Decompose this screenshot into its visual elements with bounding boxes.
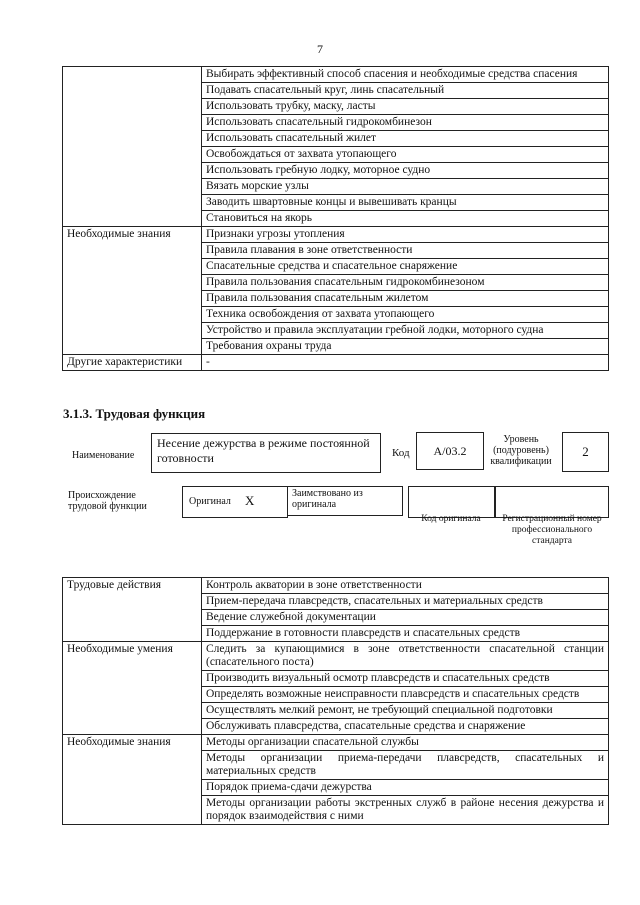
row-item: Устройство и правила эксплуатации гребной лодки, моторного судна bbox=[202, 323, 609, 339]
row-item: - bbox=[202, 355, 609, 371]
row-item: Использовать спасательный жилет bbox=[202, 131, 609, 147]
code-label: Код bbox=[392, 447, 410, 459]
code-original-label: Код оригинала bbox=[421, 514, 481, 524]
row-item: Порядок приема-сдачи дежурства bbox=[202, 780, 609, 796]
row-label: Трудовые действия bbox=[63, 578, 202, 642]
level-label: Уровень (подуровень) квалификации bbox=[490, 434, 552, 467]
page-number: 7 bbox=[317, 42, 323, 56]
row-item: Производить визуальный осмотр плавсредств и спасательных средств bbox=[202, 671, 609, 687]
row-item: Определять возможные неисправности плавсредств и спасательных средств bbox=[202, 687, 609, 703]
name-label: Наименование bbox=[72, 450, 135, 461]
row-item: Признаки угрозы утопления bbox=[202, 227, 609, 243]
borrowed-label: Заимствовано из оригинала bbox=[287, 486, 403, 516]
table-row bbox=[63, 735, 609, 751]
row-item: Контроль акватории в зоне ответственности bbox=[202, 578, 609, 594]
row-item: Осуществлять мелкий ремонт, не требующий специальной подготовки bbox=[202, 703, 609, 719]
row-item: Методы организации работы экстренных служб в районе несения дежурства и порядок взаимодействия с ними bbox=[202, 796, 609, 825]
row-item: Прием-передача плавсредств, спасательных и материальных средств bbox=[202, 594, 609, 610]
top-table bbox=[62, 66, 609, 371]
row-item: Использовать спасательный гидрокомбинезон bbox=[202, 115, 609, 131]
row-item: Методы организации спасательной службы bbox=[202, 735, 609, 751]
reg-number-label: Регистрационный номер профессионального стандарта bbox=[502, 514, 602, 546]
row-item: Требования охраны труда bbox=[202, 339, 609, 355]
row-label: Необходимые знания bbox=[63, 227, 202, 355]
row-item: Правила пользования спасательным гидрокомбинезоном bbox=[202, 275, 609, 291]
table-row bbox=[63, 642, 609, 671]
bottom-table bbox=[62, 577, 609, 825]
origin-cell-original bbox=[182, 486, 288, 518]
row-label: Другие характеристики bbox=[63, 355, 202, 371]
table-row bbox=[63, 227, 609, 243]
row-item: Следить за купающимися в зоне ответственности спасательной станции (спасательного поста) bbox=[202, 642, 609, 671]
code-value: А/03.2 bbox=[416, 432, 484, 470]
row-item: Техника освобождения от захвата утопающего bbox=[202, 307, 609, 323]
table-row bbox=[63, 67, 609, 83]
row-label: Необходимые знания bbox=[63, 735, 202, 825]
row-item: Спасательные средства и спасательное снаряжение bbox=[202, 259, 609, 275]
row-item: Освобождаться от захвата утопающего bbox=[202, 147, 609, 163]
origin-label: Происхождение трудовой функции bbox=[68, 490, 147, 512]
row-label bbox=[63, 67, 202, 227]
original-label: Оригинал bbox=[189, 496, 231, 507]
original-mark: X bbox=[245, 493, 255, 508]
section-title: 3.1.3. Трудовая функция bbox=[63, 406, 206, 421]
name-value: Несение дежурства в режиме постоянной готовности bbox=[151, 433, 381, 473]
table-row bbox=[63, 355, 609, 371]
row-item: Ведение служебной документации bbox=[202, 610, 609, 626]
row-item: Поддержание в готовности плавсредств и спасательных средств bbox=[202, 626, 609, 642]
row-item: Подавать спасательный круг, линь спасательный bbox=[202, 83, 609, 99]
row-item: Методы организации приема-передачи плавсредств, спасательных и материальных средств bbox=[202, 751, 609, 780]
row-item: Вязать морские узлы bbox=[202, 179, 609, 195]
row-item: Обслуживать плавсредства, спасательные средства и снаряжение bbox=[202, 719, 609, 735]
row-item: Правила плавания в зоне ответственности bbox=[202, 243, 609, 259]
row-item: Выбирать эффективный способ спасения и необходимые средства спасения bbox=[202, 67, 609, 83]
level-value: 2 bbox=[562, 432, 609, 472]
row-label: Необходимые умения bbox=[63, 642, 202, 735]
row-item: Правила пользования спасательным жилетом bbox=[202, 291, 609, 307]
table-row bbox=[63, 578, 609, 594]
row-item: Заводить швартовные концы и вывешивать кранцы bbox=[202, 195, 609, 211]
row-item: Использовать трубку, маску, ласты bbox=[202, 99, 609, 115]
row-item: Использовать гребную лодку, моторное судно bbox=[202, 163, 609, 179]
row-item: Становиться на якорь bbox=[202, 211, 609, 227]
